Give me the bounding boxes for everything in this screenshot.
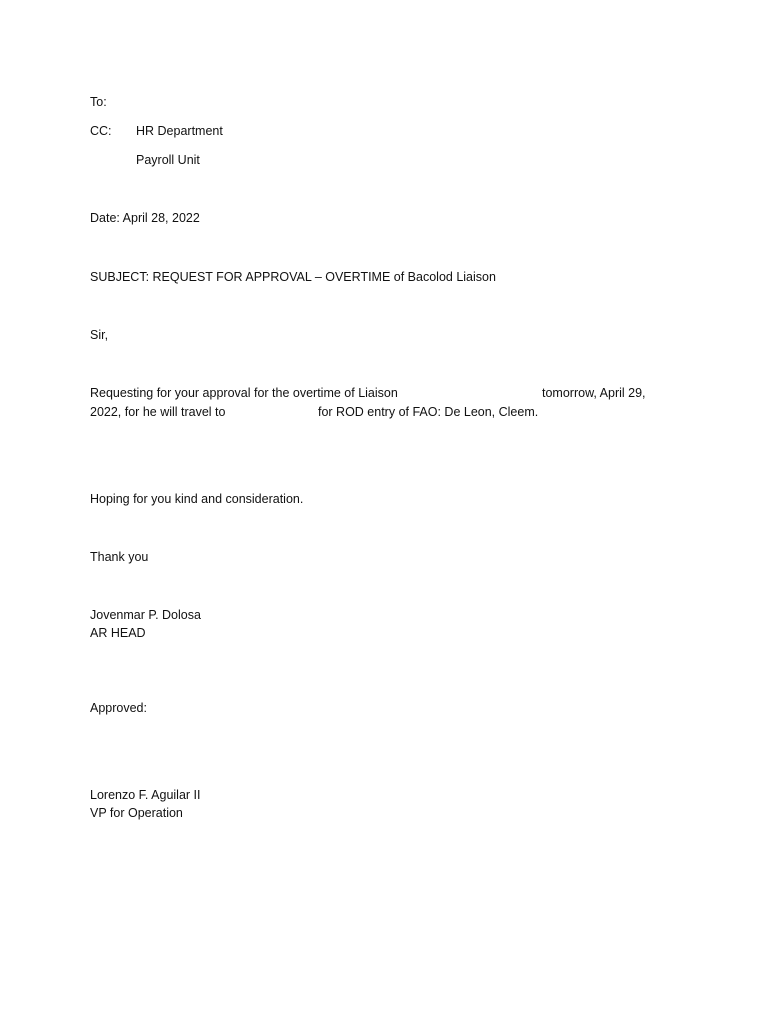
approver-title: VP for Operation bbox=[90, 806, 183, 820]
date-line: Date: April 28, 2022 bbox=[90, 211, 200, 225]
body-line2-part1: 2022, for he will travel to bbox=[90, 405, 226, 419]
cc-recipient-hr: HR Department bbox=[136, 124, 223, 138]
body-line2-part2: for ROD entry of FAO: De Leon, Cleem. bbox=[318, 405, 539, 419]
subject-line: SUBJECT: REQUEST FOR APPROVAL – OVERTIME of Bacolod Liaison bbox=[90, 270, 496, 284]
sender-title: AR HEAD bbox=[90, 626, 146, 640]
salutation: Sir, bbox=[90, 328, 109, 342]
cc-recipient-payroll: Payroll Unit bbox=[136, 153, 200, 167]
body-line1-part2: tomorrow, April 29, bbox=[542, 386, 646, 400]
cc-label: CC: bbox=[90, 124, 112, 138]
thanks-line: Thank you bbox=[90, 550, 149, 564]
closing-request: Hoping for you kind and consideration. bbox=[90, 492, 304, 506]
to-label: To: bbox=[90, 95, 107, 109]
sender-name: Jovenmar P. Dolosa bbox=[90, 608, 201, 622]
approver-name: Lorenzo F. Aguilar II bbox=[90, 788, 201, 802]
approved-label: Approved: bbox=[90, 701, 147, 715]
body-line1-part1: Requesting for your approval for the overtime of Liaison bbox=[90, 386, 398, 400]
